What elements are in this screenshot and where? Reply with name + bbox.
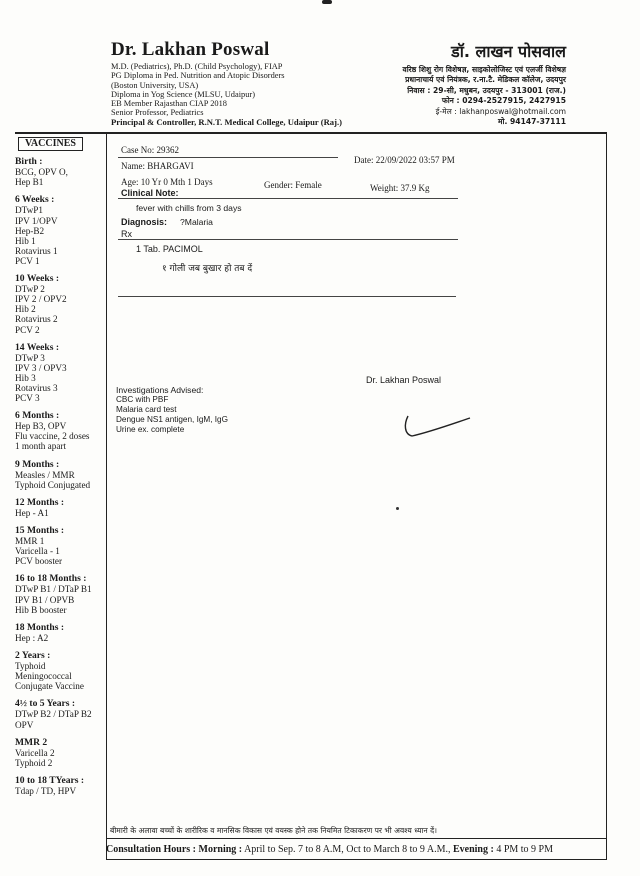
vaccine-item: Hep B1 <box>15 177 44 188</box>
signature-name: Dr. Lakhan Poswal <box>366 375 442 385</box>
consult-label: Consultation Hours : <box>106 844 197 855</box>
vaccine-item: DTwP1 <box>15 205 43 216</box>
clinical-note: fever with chills from 3 days <box>136 203 242 213</box>
vaccine-group-title: 12 Months : <box>15 496 65 508</box>
vaccine-sidebar <box>15 137 105 804</box>
vaccine-item: Hib 1 <box>15 235 36 246</box>
vaccine-item: PCV 2 <box>15 324 40 335</box>
hindi-line: निवास : 29-सी, मधुबन, उदयपुर - 313001 (राज.) <box>407 85 566 95</box>
vaccine-item: BCG, OPV O, <box>15 167 68 178</box>
vaccine-item: PCV booster <box>15 556 63 567</box>
credential-line: Senior Professor, Pediatrics <box>111 108 204 118</box>
vaccine-item: Typhoid <box>15 661 46 672</box>
footer-note: बीमारी के अलावा बच्चों के शारीरिक व मानसिक विकास एवं वयस्क होने तक नियमित टिकाकरण पर भी अवश्य ध्यान दें। <box>110 826 437 835</box>
vaccine-item: MMR 1 <box>15 536 45 547</box>
vaccine-item: Hib 2 <box>15 304 36 315</box>
hindi-line: ई-मेल : lakhanposwal@hotmail.com <box>435 106 566 116</box>
rx-end-rule <box>118 296 456 297</box>
vaccine-item: Rotavirus 3 <box>15 382 58 393</box>
vaccine-group-title: 10 to 18 TYears : <box>15 774 85 786</box>
vaccine-item: IPV 1/OPV <box>15 215 58 226</box>
credential-line: (Boston University, USA) <box>111 80 199 90</box>
vaccine-item: Hep - A1 <box>15 507 49 518</box>
vaccine-group <box>15 651 105 691</box>
patient-gender: Gender: Female <box>264 180 322 190</box>
investigation-item: CBC with PBF <box>116 395 169 404</box>
vaccine-group-title: 6 Months : <box>15 410 60 422</box>
credential-line: PG Diploma in Ped. Nutrition and Atopic Disorders <box>111 71 285 81</box>
header-rule <box>15 132 607 134</box>
vaccine-group <box>15 776 105 796</box>
vaccine-item: Hep-B2 <box>15 225 45 236</box>
vaccine-group <box>15 343 105 404</box>
vaccine-item: DTwP 2 <box>15 284 45 295</box>
investigations-label: Investigations Advised: <box>116 385 204 395</box>
vaccines-title: VACCINES <box>18 137 83 151</box>
vaccine-item: Tdap / TD, HPV <box>15 785 77 796</box>
morning-label: Morning : <box>198 844 243 855</box>
visit-date: Date: 22/09/2022 03:57 PM <box>354 155 455 165</box>
evening-label: Evening : <box>452 844 494 855</box>
vaccine-item: Varicella 2 <box>15 747 55 758</box>
rx-rule <box>118 239 458 240</box>
vaccine-group-title: 16 to 18 Months : <box>15 573 87 585</box>
credential-line: M.D. (Pediatrics), Ph.D. (Child Psychology), FIAP <box>111 62 283 71</box>
vaccine-item: Hib 3 <box>15 372 36 383</box>
hindi-header <box>402 40 566 127</box>
bottom-rule <box>106 859 607 860</box>
vaccine-group <box>15 274 105 335</box>
vaccine-item: Typhoid Conjugated <box>15 479 91 490</box>
vaccine-item: DTwP B1 / DTaP B1 <box>15 584 92 595</box>
evening-hours: 4 PM to 9 PM <box>496 844 553 855</box>
vaccine-group <box>15 738 105 768</box>
footer-rule <box>106 838 607 839</box>
investigation-item: Malaria card test <box>116 405 177 414</box>
investigation-item: Urine ex. complete <box>116 425 185 434</box>
vaccine-item: PCV 3 <box>15 393 40 404</box>
vaccine-group <box>15 623 105 643</box>
vaccine-group-title: 2 Years : <box>15 649 51 661</box>
diagnosis-value: ?Malaria <box>180 217 213 227</box>
vaccine-item: Rotavirus 1 <box>15 245 58 256</box>
morning-hours: April to Sep. 7 to 8 A.M, Oct to March 8 to 9 A.M., <box>244 844 451 855</box>
vaccine-item: Measles / MMR <box>15 469 75 480</box>
consultation-hours <box>106 844 553 855</box>
vaccine-group <box>15 574 105 614</box>
vaccine-group <box>15 460 105 490</box>
case-no: Case No: 29362 <box>121 145 179 155</box>
vaccine-item: Flu vaccine, 2 doses <box>15 431 90 442</box>
vaccine-item: DTwP B2 / DTaP B2 <box>15 709 92 720</box>
rx-label: Rx <box>121 229 132 239</box>
vaccine-group <box>15 526 105 566</box>
vaccine-item: 1 month apart <box>15 441 67 452</box>
vaccine-item: DTwP 3 <box>15 352 45 363</box>
vaccine-group <box>15 699 105 729</box>
vaccine-item: IPV 3 / OPV3 <box>15 362 67 373</box>
hindi-line: प्रधानाचार्य एवं नियंत्रक, र.ना.टै. मेडिकल कॉलेज, उदयपुर <box>405 75 566 85</box>
vaccine-group <box>15 157 105 187</box>
vaccine-item: Hib B booster <box>15 604 67 615</box>
clinical-note-label: Clinical Note: <box>121 188 179 198</box>
principal-line: Principal & Controller, R.N.T. Medical College, Udaipur (Raj.) <box>111 116 342 127</box>
hindi-line: वरिष्ठ शिशु रोग विशेषज्ञ, साइकोलोजिस्ट एवं एलर्जी विशेषज्ञ <box>402 65 566 74</box>
vaccine-group <box>15 411 105 451</box>
right-border <box>606 133 607 859</box>
vaccine-item: OPV <box>15 719 34 730</box>
credentials-block <box>111 62 342 127</box>
patient-name: Name: BHARGAVI <box>121 161 194 171</box>
doctor-name-hindi: डॉ. लाखन पोसवाल <box>451 42 566 61</box>
vaccine-item: IPV 2 / OPV2 <box>15 294 67 305</box>
credential-line: EB Member Rajasthan CIAP 2018 <box>111 99 227 109</box>
hindi-line: मो. 94147-37111 <box>497 117 566 127</box>
vaccine-group <box>15 498 105 518</box>
vaccine-groups <box>15 157 105 796</box>
patient-age: Age: 10 Yr 0 Mth 1 Days <box>121 177 213 187</box>
vaccine-item: Hep B3, OPV <box>15 421 67 432</box>
diagnosis-label: Diagnosis: <box>121 217 168 227</box>
vaccine-item: Varicella - 1 <box>15 546 60 557</box>
vaccine-item: Conjugate Vaccine <box>15 681 84 692</box>
vaccine-group-title: 14 Weeks : <box>15 341 60 353</box>
vaccine-group-title: MMR 2 <box>15 736 48 748</box>
vaccine-item: IPV B1 / OPVB <box>15 594 75 605</box>
doctor-name: Dr. Lakhan Poswal <box>111 39 270 60</box>
patient-weight: Weight: 37.9 Kg <box>370 183 430 193</box>
vaccine-group-title: 6 Weeks : <box>15 194 55 206</box>
hindi-line: फोन : 0294-2527915, 2427915 <box>441 96 566 106</box>
vaccine-item: Rotavirus 2 <box>15 314 58 325</box>
medicine-line: 1 Tab. PACIMOL <box>136 244 203 254</box>
vaccine-item: PCV 1 <box>15 255 40 266</box>
vaccine-group-title: 9 Months : <box>15 458 60 470</box>
vaccine-group-title: 10 Weeks : <box>15 273 60 285</box>
patient-rule <box>118 198 458 199</box>
dose-instruction: १ गोली जब बुखार हो तब दें <box>162 264 253 274</box>
vaccine-group-title: 18 Months : <box>15 621 65 633</box>
credential-line: Diploma in Yog Science (MLSU, Udaipur) <box>111 89 255 99</box>
vaccine-item: Hep : A2 <box>15 632 49 643</box>
case-rule <box>118 157 338 158</box>
vaccine-item: Typhoid 2 <box>15 757 53 768</box>
scan-dot <box>396 507 399 510</box>
investigation-item: Dengue NS1 antigen, IgM, IgG <box>116 415 228 424</box>
vaccine-item: Meningococcal <box>15 671 72 682</box>
vaccine-group-title: 15 Months : <box>15 525 65 536</box>
vaccine-group <box>15 195 105 266</box>
vaccine-group-title: 4½ to 5 Years : <box>15 698 76 710</box>
handwritten-signature <box>400 410 480 442</box>
scan-mark <box>322 0 332 4</box>
sidebar-divider <box>106 133 107 859</box>
vaccine-group-title: Birth : <box>15 156 43 168</box>
